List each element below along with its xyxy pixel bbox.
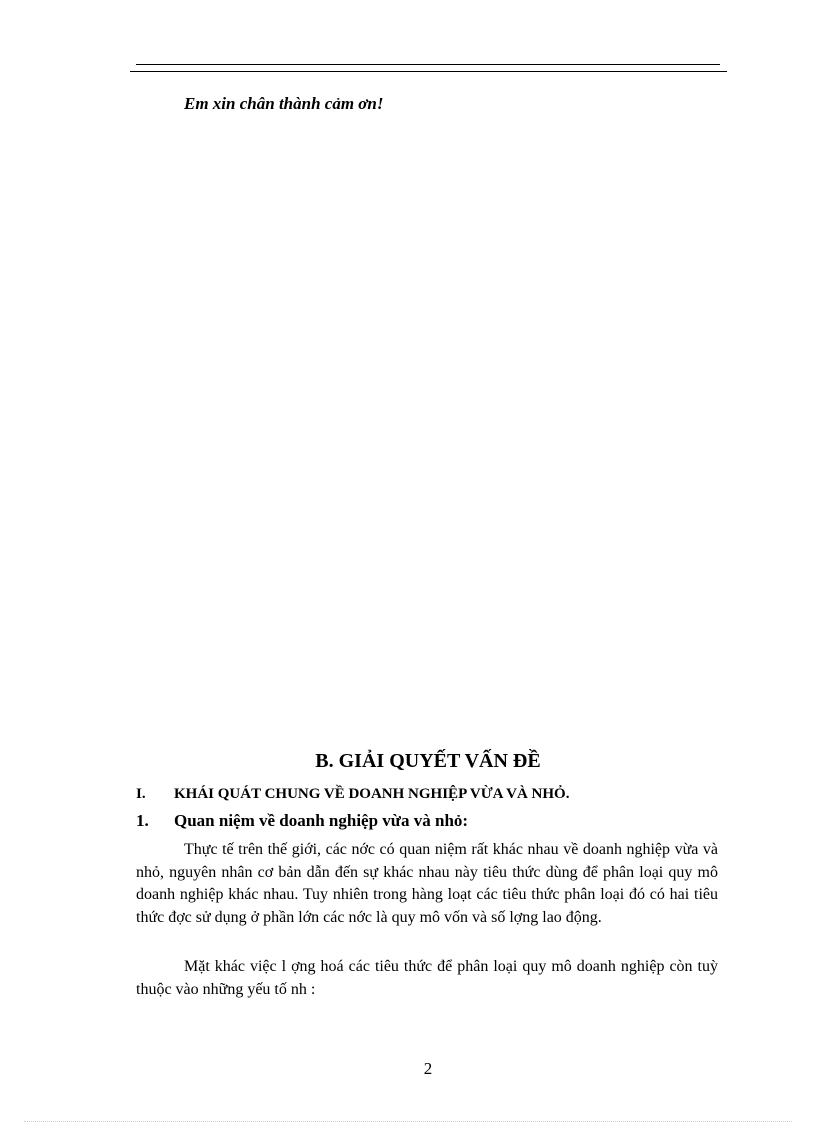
subsection-title: Quan niệm về doanh nghiệp vừa và nhỏ: <box>174 811 469 830</box>
body-paragraph: Thực tế trên thế giới, các nớc có quan niệm rất khác nhau về doanh nghiệp vừa và nhỏ, nguyên nhân cơ bản dẫn đến sự khác nhau này tiêu thức dùng để phân loại quy mô doanh nghiệp khác nhau. Tuy nhiên trong hàng loạt các tiêu thức phân loại đó có hai tiêu thức đợc sử dụng ở phần lớn các nớc là quy mô vốn và số lợng lao động. <box>136 841 718 926</box>
page-number: 2 <box>423 1059 433 1078</box>
header-rule-top <box>136 64 720 65</box>
subsection-number: 1. <box>136 811 149 830</box>
subsection-heading <box>136 811 468 831</box>
section-title: KHÁI QUÁT CHUNG VỀ DOANH NGHIỆP VỪA VÀ NHỎ. <box>174 786 570 802</box>
body-paragraph: Mặt khác việc l ợng hoá các tiêu thức để phân loại quy mô doanh nghiệp còn tuỳ thuộc vào những yếu tố nh : <box>136 958 718 998</box>
page-bottom-divider <box>24 1121 792 1122</box>
main-heading: B. GIẢI QUYẾT VẤN ĐỀ <box>315 750 541 772</box>
thanks-line: Em xin chân thành cảm ơn! <box>184 94 384 113</box>
section-heading <box>136 786 569 803</box>
section-number: I. <box>136 786 146 802</box>
header-rule-bottom <box>130 71 727 72</box>
